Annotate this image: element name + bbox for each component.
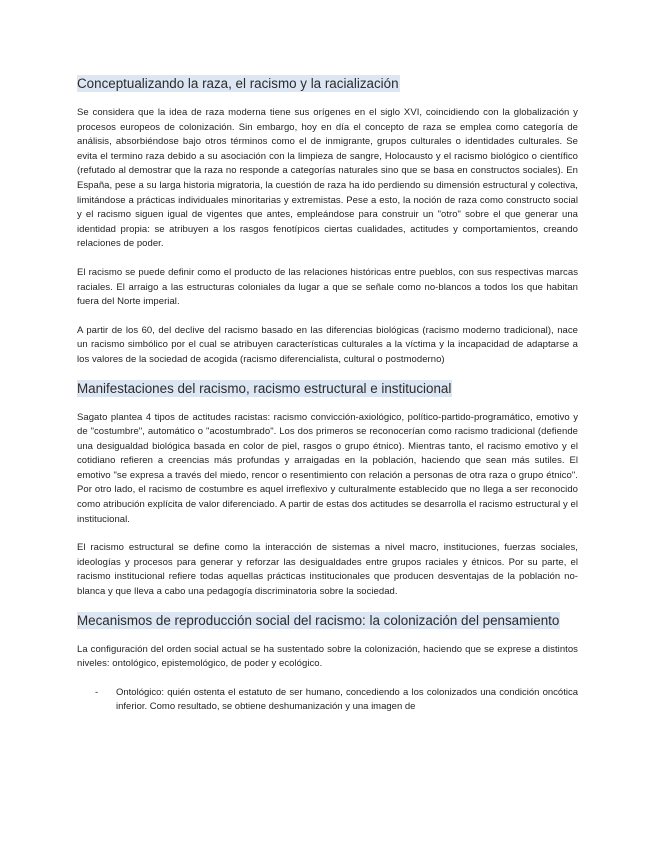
paragraph: Sagato plantea 4 tipos de actitudes racistas: racismo convicción-axiológico, político-partido-programático, emotivo y de "costumbre", automático o "acostumbrado". Los dos primeros se reconocerían como racismo tradicional (defiende una desigualdad biológica basada en color de piel, rasgos o grupo étnico). Mientras tanto, el racismo emotivo y el cotidiano refieren a creencias más profundas y arraigadas en la población, haciendo que sean más sutiles. El emotivo "se expresa a través del miedo, rencor o resentimiento con relación a personas de otra raza o grupo étnico". Por otro lado, el racismo de costumbre es aquel irreflexivo y culturalmente establecido que no llega a ser reconocido como atribución explícita de valor diferenciado. A partir de estas dos actitudes se desarrolla el racismo estructural y el institucional. — [77, 411, 578, 525]
paragraph: La configuración del orden social actual se ha sustentado sobre la colonización, haciendo que se exprese a distintos niveles: ontológico, epistemológico, de poder y ecológico. — [77, 643, 578, 670]
section-heading-race: Conceptualizando la raza, el racismo y la racialización — [77, 76, 399, 91]
list-item — [77, 686, 578, 715]
section-heading-manifestations: Manifestaciones del racismo, racismo estructural e institucional — [77, 380, 452, 396]
paragraph: El racismo estructural se define como la interacción de sistemas a nivel macro, instituciones, fuerzas sociales, ideologías y procesos para generar y reforzar las desigualdades entre grupos raciales y étnicos. Por su parte, el racismo institucional refiere todas aquellas prácticas institucionales que producen desventajas de la población no-blanca y que lleva a cabo una pedagogía discriminatoria sobre la sociedad. — [77, 542, 578, 598]
bullet-list — [77, 686, 578, 715]
section-heading-mechanisms: Mecanismos de reproducción social del racismo: la colonización del pensamiento — [77, 612, 560, 628]
paragraph: Se considera que la idea de raza moderna tiene sus orígenes en el siglo XVI, coincidiendo con la globalización y procesos europeos de colonización. Sin embargo, hoy en día el concepto de raza se emplea como categoría de análisis, absorbiéndose bajo otros términos como el de inmigrante, grupos culturales o identidades culturales. Se evita el termino raza debido a su asociación con la limpieza de sangre, Holocausto y el racismo biológico o científico (refutado al demostrar que la raza no responde a categorías naturales sino que se basa en constructos sociales). En España, pese a su larga historia migratoria, la cuestión de raza ha ido perdiendo su dimensión estructural y colectiva, limitándose a prácticas individuales minoritarias y extremistas. Pese a esto, la noción de raza como constructo social y el racismo siguen igual de vigentes que antes, empleándose para construir un "otro" sobre el que generar una identidad propia: se atribuyen a los rasgos fenotípicos ciertas cualidades, actitudes y comportamientos, creando relaciones de poder. — [77, 107, 578, 250]
paragraph: El racismo se puede definir como el producto de las relaciones históricas entre pueblos, con sus respectivas marcas raciales. El arraigo a las estructuras coloniales da lugar a que se señale como no-blancos a todos los que habitan fuera del Norte imperial. — [77, 266, 578, 308]
paragraph: A partir de los 60, del declive del racismo basado en las diferencias biológicas (racismo moderno tradicional), nace un racismo simbólico por el cual se atribuyen características culturales a la víctima y la incapacidad de adaptarse a los valores de la sociedad de acogida (racismo diferencialista, cultural o postmoderno) — [77, 324, 578, 365]
list-item-text: Ontológico: quién ostenta el estatuto de ser humano, concediendo a los colonizados una condición oncótica inferior. Como resultado, se obtiene deshumanización y una imagen de — [116, 686, 578, 713]
bullet-marker: - — [95, 686, 99, 698]
